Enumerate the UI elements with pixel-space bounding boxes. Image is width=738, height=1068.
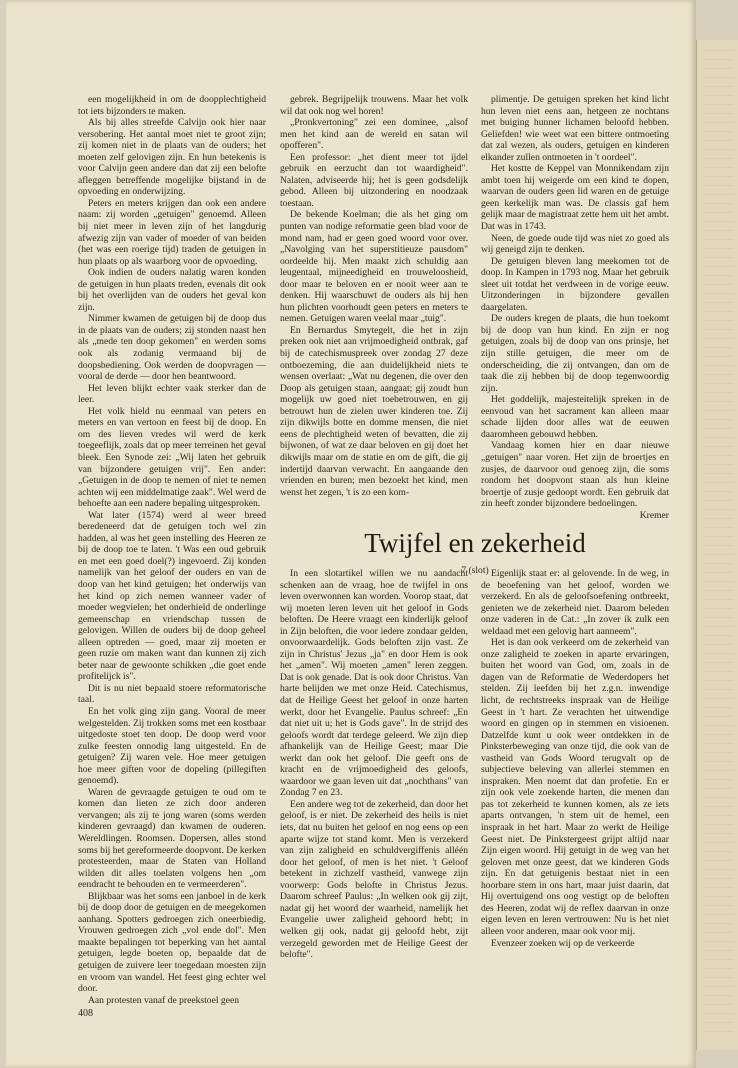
paragraph: Het volk hield nu eenmaal van peters en meters en van vertoon en feest bij de doop. En om des lieven vredes wil werd de kerk toegeeflijk, zoals dat op meer terreinen het geval bleek. Een Synode zei: „Wij laten het gebruik van bijzondere getuigen vrij". Een ander: „Getuigen in de doop te nemen of niet te nemen achten wij een middelmatige zaak". Wel werd de behoefte aan een nadere bepaling uitgesproken.: [78, 405, 266, 510]
paragraph: Wat later (1574) werd al weer breed beredeneerd dat de getuigen toch wel zin hadden, al was het geen instelling des Heeren ze bij de doop toe te laten. 't Was een oud gebruik en met een goed doel(?) ingevoerd. Zij konden namelijk van het geloof der ouders en van de doop van het kind getuigen; het onderwijs van het kind op zich nemen wanneer vader of moeder wegvielen; het onderhield de onderlinge gemeenschap en vriendschap tussen de gelovigen. Willen de ouders bij de doop geheel alleen optreden — goed, maar zij moeten er geen ruzie om maken want dan kunnen zij zich beter naar de gewoonte schikken „die goet ende profitelijck is".: [78, 509, 266, 683]
magazine-page: [6, 0, 696, 1068]
paragraph: Waren de gevraagde getuigen te oud om te komen dan lieten ze zich door anderen vervangen; als zij te jong waren (soms werden kinderen gevraagd) dan kwamen de ouderen. Wereldlingen. Roomsen. Dopersen, alles stond soms bij het gereformeerde doopvont. De kerken protesteerden, maar de Staten van Holland wilden dit alles toelaten volgens hen „om eendracht te behouden en te vermeerderen".: [78, 786, 266, 891]
paragraph: De getuigen bleven lang meekomen tot de doop. In Kampen in 1793 nog. Maar het gebruik sleet uit totdat het verdween in de vorige eeuw. Uitzonderingen in bijzondere gevallen daargelaten.: [481, 255, 669, 313]
column-4: [280, 568, 468, 961]
article-title: Twijfel en zekerheid: [364, 528, 586, 558]
paragraph: Als bij alles streefde Calvijn ook hier naar versobering. Het aantal moet niet te groot zijn; zij komen niet in de plaats van de ouders; het moeten zelf gelovigen zijn. En hun betekenis is voor Calvijn geen andere dan dat zij een belofte afleggen betreffende mogelijke bijstand in de opvoeding en onderwijzing.: [78, 117, 266, 198]
paragraph: „Pronkvertoning" zei een dominee, „alsof men het kind aan de wereld en satan wil opofferen".: [280, 117, 468, 152]
paragraph: Neen, de goede oude tijd was niet zo goed als wij geneigd zijn te denken.: [481, 232, 669, 256]
paragraph: Ook indien de ouders nalatig waren konden de getuigen in hun plaats treden, evenals dit ook bij het overlijden van de ouders het geval kon zijn.: [78, 267, 266, 313]
paragraph: Peters en meters krijgen dan ook een andere naam: zij worden „getuigen" genoemd. Alleen bij niet meer in leven zijn of het langdurig afwezig zijn van vader of moeder of van beiden (het was een roerige tijd) traden de getuigen in hun plaats op als waarborg voor de opvoeding.: [78, 197, 266, 267]
column-5: [481, 568, 669, 949]
column-3: [481, 94, 669, 521]
paragraph: Een andere weg tot de zekerheid, dan door het geloof, is er niet. De zekerheid des heils is niet iets, dat nu buiten het geloof en nog eens op een aparte wijze tot stand komt. Men is verzekerd van zijn zaligheid en schuldvergiffenis alléén door het geloof, of men is het niet. 't Geloof betekent in zichzelf vastheid, vanwege zijn voorwerp: Gods belofte in Christus Jezus. Daarom schreef Paulus: „In welken ook gij zijt, nadat gij het woord der waarheid, namelijk het Evangelie uwer zaligheid gehoord hebt; in welken gij ook, nadat gij geloofd hebt, zijt verzegeld geworden met de Heilige Geest der belofte".: [280, 798, 468, 961]
paragraph: Nimmer kwamen de getuigen bij de doop dus in de plaats van de ouders; zij stonden naast hen als „mede ten doop gekomen" en werden soms ook als zodanig vermaand bij de doopsbediening. Ook werden de doopvragen — vooral de derde — door hen beantwoord.: [78, 313, 266, 383]
author-signature: Kremer: [639, 509, 669, 521]
paragraph: Het goddelijk, majesteitelijk spreken in de eenvoud van het sacrament kan alleen maar schade lijden door alles wat de eeuwen daaromheen gebouwd hebben.: [481, 394, 669, 440]
paragraph: Blijkbaar was het soms een janboel in de kerk bij de doop door de getuigen en de meegekomen aanhang. Spotters gedroegen zich oneerbiedig. Vrouwen gedroegen zich „vol ende dol". Men maakte bepalingen tot beperking van het aantal getuigen, legde boeten op, bepaalde dat de getuigen de zuivere leer toegedaan moesten zijn en vroom van wandel. Het feest ging echter wel door.: [78, 890, 266, 995]
article-subtitle: 7 (slot): [461, 565, 489, 576]
page-number: 408: [78, 1008, 93, 1019]
paragraph: Het leven blijkt echter vaak sterker dan de leer.: [78, 382, 266, 406]
paragraph: een mogelijkheid in om de doopplechtigheid tot iets bijzonders te maken.: [78, 94, 266, 117]
paragraph: Het kostte de Keppel van Monnikendam zijn ambt toen hij weigerde om een kind te dopen, waarvan de ouders geen lid waren en de getuige geen kerkelijk man was. De classis gaf hem gelijk maar de magistraat zette hem uit het ambt. Dat was in 1743.: [481, 163, 669, 233]
paragraph: plimentje. De getuigen spreken het kind licht hun leven niet eens aan, hetgeen ze nochtans met buiging hunner lichamen beloofd hebben. Geliefden! wie weet wat een bittere ontmoeting dat zal wezen, als ouders, getuigen en kinderen elkander zullen ontmoeten in 't oordeel".: [481, 94, 669, 163]
paragraph: De ouders kregen de plaats, die hun toekomt bij de doop van hun kind. En zijn er nog getuigen, zoals bij de doop van ons prinsje, het zijn stille getuigen, die meer om de onderscheiding, die zij ontvangen, dan om de taak die zij hebben bij de doop tegenwoordig zijn.: [481, 313, 669, 394]
paragraph: Vandaag komen hier en daar nieuwe „getuigen" naar voren. Het zijn de broertjes en zusjes, de daarvoor oud genoeg zijn, die soms rondom het doopvont staan als hun kleine broertje of zusje gedoopt wordt. Een gebruik dat zin heeft zonder bijzondere bedoelingen.: [481, 440, 669, 510]
paragraph: De bekende Koelman; die als het ging om punten van nodige reformatie geen blad voor de mond nam, had er geen goed woord voor over. „Navolging van het superstitieuze pausdom" oordeelde hij. Men maakt zich schuldig aan leugentaal, mijneedigheid en trouweloosheid, door maar te beloven en er nooit weer aan te denken. Hij waarschuwt de ouders als hij hen hun plichten voorhoudt geen peters en meters te nemen. Getuigen waren veelal maar „tuig".: [280, 209, 468, 325]
paragraph: Het is dan ook verkeerd om de zekerheid van onze zaligheid te zoeken in aparte ervaringen, buiten het woord van God, om, zoals in de dagen van de Reformatie de Wederdopers het stelden. Zij leefden bij het z.g.n. inwendige licht, de rechtstreeks inspraak van de Heilige Geest in 't hart. Ze verachten het uitwendige woord en gingen op in stemmen en visioenen. Datzelfde kunt u ook weer ontdekken in de Pinksterbeweging van onze tijd, die ook van de vastheid van Gods Woord terugvalt op de subjectieve beleving van allerlei stemmen en inspraken. Men noemt dat dan profetie. En er zijn ook vele zoekende harten, die menen dan pas tot zekerheid te kunnen komen, als ze iets aparts ontvangen, 'n stem uit de hemel, een inspraak in het hart. Maar zo werkt de Heilige Geest niet. De Pinkstergeest grijpt altijd naar Zijn eigen woord. Hij getuigt in de weg van het geloven met onze geest, dat we kinderen Gods zijn. En dat getuigenis bestaat niet in een hoorbare stem in ons hart, maar juist daarin, dat Hij overtuigend ons oog vestigt op de beloften des Heeren, zodat wij de reflex daarvan in onze eigen leven en leren vertrouwen: Nu is het niet alleen voor anderen, maar ook voor mij.: [481, 637, 669, 937]
paragraph: In een slotartikel willen we nu aandacht schenken aan de vraag, hoe de twijfel in ons leven overwonnen kan worden. Voorop staat, dat wij moeten leren leven uit het geloof in Gods beloften. De Heere vraagt een kinderlijk geloof in Zijn beloften, die voor iedere zondaar gelden, onvoorwaardelijk. Gods beloften zijn vast. Ze zijn in Christus' Jezus „ja" en door Hem is ook het „amen". Wij moeten „amen" leren zeggen. Dat is ook genade. Dat is ook door Christus. Van harte belijden we met onze Heid. Catechismus, dat de Heilige Geest het geloof in onze harten werkt, door het Evangelie. Paulus schreef: „En dat niet uit u; het is Gods gave". In de strijd des geloofs wordt dat terdege geleerd. We zijn diep afhankelijk van de Heilige Geest; maar Die werkt dan ook het geloof. Die geeft ons de kracht en de vrijmoedigheid des geloofs, waardoor we gaan leven uit dat „nochthans" van Zondag 7 en 23.: [280, 568, 468, 799]
paragraph: gebrek. Begrijpelijk trouwens. Maar het volk wil dat ook nog wel horen!: [280, 94, 468, 117]
paragraph: Eigenlijk staat er: al gelovende. In de weg, in de beoefening van het geloof, worden we verzekerd. En als de geloofsoefening ontbreekt, genieten we de zekerheid niet. Daarom beleden onze vaderen in de Cat.: „In zover ik zulk een weldaad met een gelovig hart aanneem".: [481, 568, 669, 637]
paragraph: Aan protesten vanaf de preekstoel geen: [88, 994, 240, 1006]
paragraph: En het volk ging zijn gang. Vooral de meer welgestelden. Zij trokken soms met een kostbaar uitgedoste stoet ten doop. De doop werd voor zulke feesten onnodig lang uitgesteld. En de getuigen? Zij waren vele. Hoe meer getuigen hoe meer giften voor de dopeling (pillegiften genoemd).: [78, 705, 266, 787]
paragraph: Dit is nu niet bepaald stoere reformatorische taal.: [78, 682, 266, 706]
column-2: [280, 94, 468, 498]
paragraph: Evenzeer zoeken wij op de verkeerde: [491, 937, 635, 949]
column-1: [78, 94, 266, 1006]
paragraph: Een professor: „het dient meer tot ijdel gebruik en eerzucht dan tot waardigheid". Nalaten, adviseerde hij; het is geen godsdelijk gebod. Alleen bij uitzondering en noodzaak toestaan.: [280, 151, 468, 209]
next-page-edge: [696, 40, 738, 1050]
paragraph: En Bernardus Smytegelt, die het in zijn preken ook niet aan vrijmoedigheid ontbrak, gaf bij de catechismuspreek over zondag 27 deze ontboezeming, die aan duidelijkheid niets te wensen overlaat: „Wat nu degenen, die over den Doop als getuigen staan, aangaat; gij zoudt hun mogelijk uw goed niet toebetrouwen, en gij betrouwt hun de zielen uwer kinderen toe. Zij zijn dikwijls botte en domme mensen, die niet eens de plechtigheid weten of bevatten, die zij bijwonen, of wat ze daar beloven en gij doet het dikwijls maar om de statie en om de gift, die gij indertijd daarvan verwacht. En aangaande den vrienden en buren; men bezoekt het kind, men wenst het zegen, 't is zo een kom-: [280, 324, 468, 498]
